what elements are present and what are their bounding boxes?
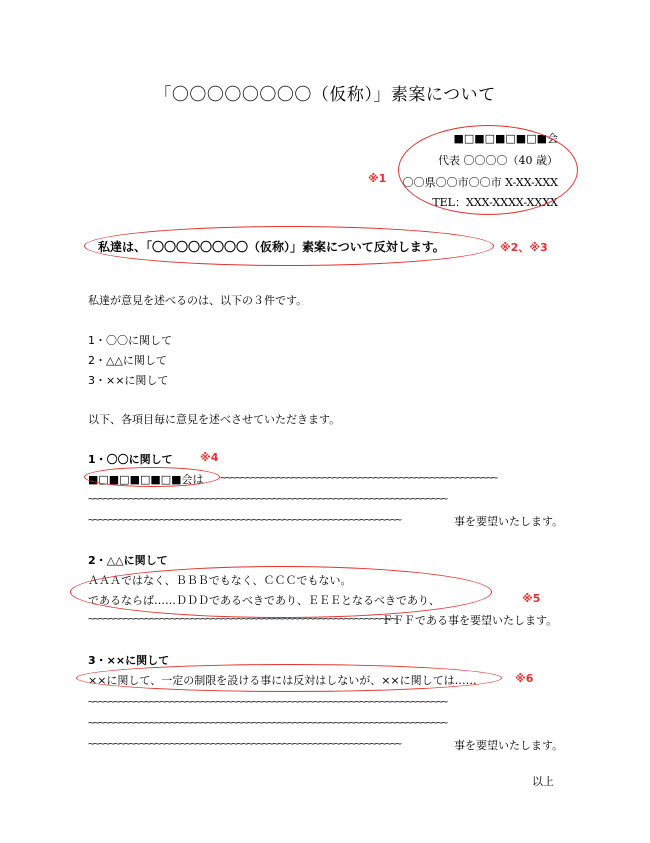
list-item-3: 3・××に関して (88, 374, 169, 387)
section-1-ending: 事を要望いたします。 (454, 515, 564, 528)
section-2-line-2: であるならば……ＤＤＤであるべきであり、ＥＥＥとなるべきであり、 (88, 594, 440, 607)
annotation-mark-1: ※1 (368, 172, 387, 185)
org-address: 〇〇県〇〇市〇〇市 X-XX-XXX (402, 176, 558, 189)
section-2-line-1: ＡＡＡではなく、ＢＢＢでもなく、ＣＣＣでもない。 (88, 574, 352, 587)
annotation-ellipse-2 (84, 226, 494, 266)
section-3-wave-2: ~~~~~~~~~~~~~~~~~~~~~~~~~~~~~~~~~~~~~~~~~~~~~~~~~~~~~~~~~~~~~~~~~~~~~~ (88, 716, 447, 729)
annotation-mark-2-3: ※2、※3 (500, 241, 548, 254)
annotation-mark-4: ※4 (200, 451, 219, 464)
annotation-ellipse-4 (84, 467, 220, 487)
page-title: 「〇〇〇〇〇〇〇〇（仮称）」素案について (154, 85, 496, 105)
section-1-heading: 1・〇〇に関して (88, 453, 173, 466)
section-3-heading: 3・××に関して (88, 654, 170, 667)
section-2-ending: ＦＦＦである事を要望いたします。 (382, 614, 558, 627)
section-1-line-1: ■□■□■□■□■会は (88, 473, 204, 486)
lead-text: 以下、各項目毎に意見を述べさせていただきます。 (88, 413, 341, 426)
annotation-ellipse-1 (398, 125, 578, 215)
section-1-wave-3: ~~~~~~~~~~~~~~~~~~~~~~~~~~~~~~~~~~~~~~~~~~~~~~~~~~~~~~~~~~~~~ (88, 513, 401, 526)
section-3-wave-3: ~~~~~~~~~~~~~~~~~~~~~~~~~~~~~~~~~~~~~~~~~~~~~~~~~~~~~~~~~~~~~ (88, 737, 401, 750)
section-2-heading: 2・△△に関して (88, 554, 168, 567)
annotation-mark-5: ※5 (522, 592, 541, 605)
org-representative: 代表 〇〇〇〇（40 歳） (438, 154, 558, 167)
section-3-wave-1: ~~~~~~~~~~~~~~~~~~~~~~~~~~~~~~~~~~~~~~~~~~~~~~~~~~~~~~~~~~~~~~~~~~~~~~ (88, 695, 447, 708)
org-name: ■□■□■□■□■会 (453, 132, 558, 145)
main-statement: 私達は、「〇〇〇〇〇〇〇〇（仮称）」素案について反対します。 (98, 240, 445, 254)
list-item-2: 2・△△に関して (88, 354, 167, 367)
closing-text: 以上 (532, 775, 554, 788)
intro-text: 私達が意見を述べるのは、以下の３件です。 (88, 294, 308, 307)
section-1-wave-2: ~~~~~~~~~~~~~~~~~~~~~~~~~~~~~~~~~~~~~~~~~~~~~~~~~~~~~~~~~~~~~~~~~~~~~~ (88, 492, 447, 505)
annotation-ellipse-6 (76, 664, 502, 692)
org-tel: TEL：XXX-XXXX-XXXX (432, 196, 558, 209)
section-2-wave: ~~~~~~~~~~~~~~~~~~~~~~~~~~~~~~~~~~~~~~~~~~~~~~~~~~~~~~~~~~~~ (88, 612, 396, 625)
section-1-wave-1: ~~~~~~~~~~~~~~~~~~~~~~~~~~~~~~~~~~~~~~~~~~~~~~~~~~~~~~ (220, 471, 497, 484)
annotation-ellipse-5 (70, 566, 492, 618)
list-item-1: 1・〇〇に関して (88, 334, 172, 347)
annotation-mark-6: ※6 (515, 672, 534, 685)
section-3-line-1: ××に関して、一定の制限を設ける事には反対はしないが、××に関しては…… (88, 674, 477, 687)
section-3-ending: 事を要望いたします。 (454, 739, 564, 752)
